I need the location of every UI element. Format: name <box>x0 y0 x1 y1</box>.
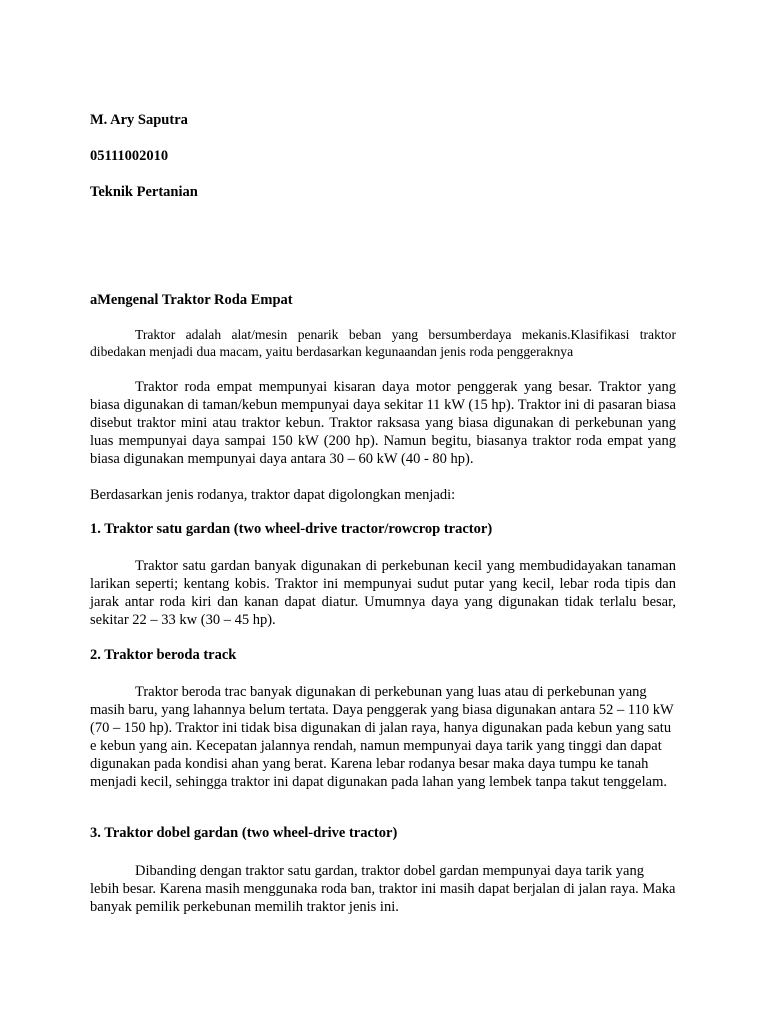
section-1-body: Traktor satu gardan banyak digunakan di perkebunan kecil yang membudidayakan tanaman larikan seperti; kentang kobis. Traktor ini mempunyai sudut putar yang kecil, lebar roda tipis dan jarak antar roda kiri dan kanan dapat diatur. Umumnya daya yang digunakan tidak terlalu besar, sekitar 22 – 33 kw (30 – 45 hp). <box>90 558 676 628</box>
section-3-body: Dibanding dengan traktor satu gardan, traktor dobel gardan mempunyai daya tarik yang lebih besar. Karena masih menggunaka roda ban, traktor ini masih dapat berjalan di jalan raya. Maka banyak pemilik perkebunan memilih traktor jenis ini. <box>90 863 676 915</box>
four-wheel-paragraph: Traktor roda empat mempunyai kisaran daya motor penggerak yang besar. Traktor yang biasa digunakan di taman/kebun mempunyai daya sekitar 11 kW (15 hp). Traktor ini di pasaran biasa disebut traktor mini atau traktor kebun. Traktor raksasa yang biasa digunakan di perkebunan yang luas mempunyai daya sampai 150 kW (200 hp). Namun begitu, biasanya traktor roda empat yang biasa digunakan mempunyai daya antara 30 – 60 kW (40 - 80 hp). <box>90 379 676 467</box>
document-title: aMengenal Traktor Roda Empat <box>90 292 293 308</box>
author-name: M. Ary Saputra <box>90 112 188 128</box>
student-id: 05111002010 <box>90 148 169 164</box>
classification-paragraph: Berdasarkan jenis rodanya, traktor dapat digolongkan menjadi: <box>90 487 456 503</box>
section-2-body: Traktor beroda trac banyak digunakan di perkebunan yang luas atau di perkebunan yang masih baru, yang lahannya belum tertata. Daya penggerak yang biasa digunakan antara 52 – 110 kW (70 – 150 hp). Traktor ini tidak bisa digunakan di jalan raya, hanya digunakan pada kebun yang satu e kebun yang ain. Kecepatan jalannya rendah, namun mempunyai daya tarik yang tinggi dan dapat digunakan pada kondisi ahan yang berat. Karena lebar rodanya besar maka daya tumpu ke tanah menjadi kecil, sehingga traktor ini dapat digunakan pada lahan yang lembek tanpa takut tenggelam. <box>90 684 674 790</box>
intro-paragraph: Traktor adalah alat/mesin penarik beban yang bersumberdaya mekanis.Klasifikasi traktor dibedakan menjadi dua macam, yaitu berdasarkan kegunaandan jenis roda penggeraknya <box>90 327 676 359</box>
section-2-heading: 2. Traktor beroda track <box>90 647 237 663</box>
department: Teknik Pertanian <box>90 184 198 200</box>
section-1-heading: 1. Traktor satu gardan (two wheel-drive tractor/rowcrop tractor) <box>90 521 493 537</box>
section-3-heading: 3. Traktor dobel gardan (two wheel-drive tractor) <box>90 825 398 841</box>
